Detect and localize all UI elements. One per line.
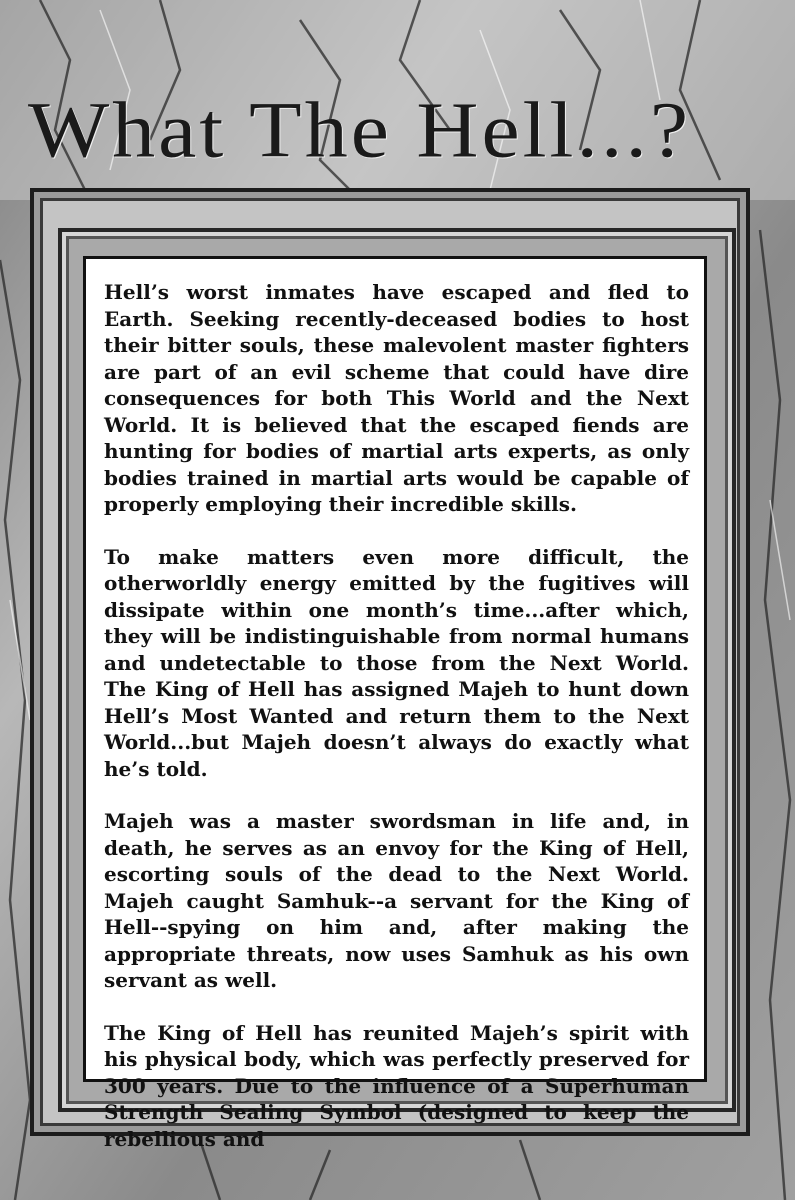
paragraph-3: Majeh was a master swordsman in life and, in death, he serves as an envoy for the King of Hell, escorting souls of the dead to the Next World. Majeh caught Samhuk--a servant for the King of Hell--spying on him and, after making the appropriate threats, now uses Samhuk as his own servant as well. — [104, 809, 689, 992]
body-text — [104, 279, 689, 1178]
paragraph-2: To make matters even more difficult, the otherworldly energy emitted by the fugitives will dissipate within one month’s time...after which, they will be indistinguishable from normal humans and undetectable to those from the Next World. The King of Hell has assigned Majeh to hunt down Hell’s Most Wanted and return them to the Next World...but Majeh doesn’t always do exactly what he’s told. — [104, 544, 689, 781]
paragraph-4: The King of Hell has reunited Majeh’s spirit with his physical body, which was perfectly preserved for 300 years. Due to the influence of a Superhuman Strength Sealing Symbol (designed to keep the rebellious and — [104, 1020, 689, 1151]
page-title: What The Hell...? — [28, 85, 692, 175]
paragraph-1: Hell’s worst inmates have escaped and fled to Earth. Seeking recently-deceased bodies to host their bitter souls, these malevolent master fighters are part of an evil scheme that could have dire consequences for both This World and the Next World. It is believed that the escaped fiends are hunting for bodies of martial arts experts, as only bodies trained in martial arts would be capable of properly employing their incredible skills. — [104, 280, 689, 516]
